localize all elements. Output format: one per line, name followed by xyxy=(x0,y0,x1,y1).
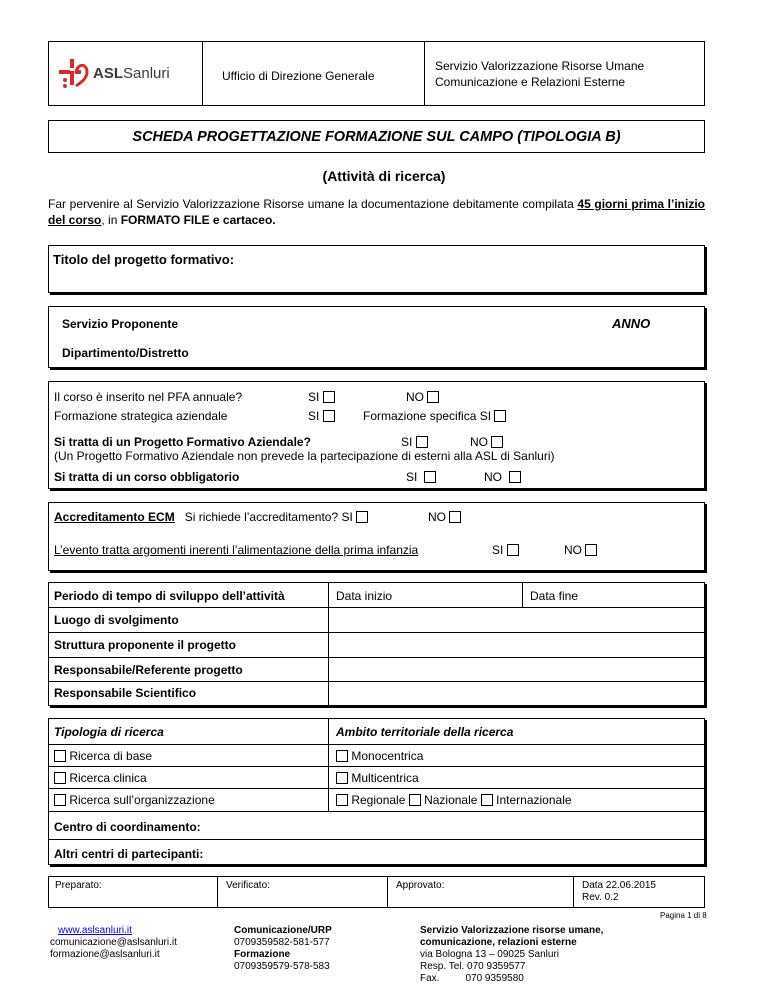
ricerca-org-label: Ricerca sull’organizzazione xyxy=(69,793,215,807)
dipartimento-label: Dipartimento/Distretto xyxy=(62,346,189,360)
approval-table xyxy=(48,876,705,908)
pfa-no-label: NO xyxy=(406,390,424,404)
email-comunicazione: comunicazione@aslsanluri.it xyxy=(50,937,177,948)
asl-logo-icon xyxy=(59,59,89,91)
infanzia-no-label: NO xyxy=(564,543,582,557)
obbligatorio-question: Si tratta di un corso obbligatorio xyxy=(54,470,240,484)
ecm-no-label: NO xyxy=(428,510,446,524)
obbligatorio-si-label: SI xyxy=(406,470,418,484)
tipologia-header: Tipologia di ricerca xyxy=(54,725,164,739)
obbligatorio-si-checkbox[interactable] xyxy=(424,471,436,483)
infanzia-si-label: SI xyxy=(492,543,504,557)
ricerca-org-checkbox[interactable] xyxy=(54,794,66,806)
intro-text: Far pervenire al Servizio Valorizzazione Risorse umane la documentazione debitamente compilata 45 giorni prima l’inizio del corso, in FORMATO FILE e cartaceo. xyxy=(48,197,706,227)
titolo-label: Titolo del progetto formativo: xyxy=(53,252,235,267)
verificato-label: Verificato: xyxy=(226,880,270,891)
periodo-label: Periodo di tempo di sviluppo dell’attività xyxy=(54,589,285,603)
nazionale-checkbox[interactable] xyxy=(409,794,421,806)
infanzia-question: L’evento tratta argomenti inerenti l’alimentazione della prima infanzia xyxy=(54,543,419,557)
aziendale-no-label: NO xyxy=(470,435,488,449)
footer-urp: Comunicazione/URP 0709359582-581-577 Formazione 0709359579-578-583 xyxy=(234,925,332,972)
obbligatorio-no-label: NO xyxy=(484,470,502,484)
pfa-question: Il corso è inserito nel PFA annuale? xyxy=(54,390,243,404)
infanzia-no-checkbox[interactable] xyxy=(585,544,597,556)
aziendale-no-checkbox[interactable] xyxy=(491,436,503,448)
preparato-label: Preparato: xyxy=(55,880,102,891)
pfa-si-checkbox[interactable] xyxy=(323,391,335,403)
multicentrica-label: Multicentrica xyxy=(351,771,419,785)
specifica-si-checkbox[interactable] xyxy=(494,410,506,422)
logo-text-asl: ASL xyxy=(93,65,123,82)
aziendale-si-label: SI xyxy=(401,435,413,449)
footer-address: Servizio Valorizzazione risorse umane, comunicazione, relazioni esterne via Bologna 13 – 09025 Sanluri Resp. Tel. 070 9359577 Fax. 070 9359580 xyxy=(420,925,604,984)
centro-label: Centro di coordinamento: xyxy=(54,820,201,834)
pfa-box xyxy=(48,381,705,489)
anno-label: ANNO xyxy=(612,316,651,331)
strategica-si-label: SI xyxy=(308,409,320,423)
internazionale-checkbox[interactable] xyxy=(481,794,493,806)
monocentrica-checkbox[interactable] xyxy=(336,750,348,762)
approvato-label: Approvato: xyxy=(396,880,445,891)
asl-logo xyxy=(59,59,199,91)
aziendale-si-checkbox[interactable] xyxy=(416,436,428,448)
strategica-label: Formazione strategica aziendale xyxy=(54,409,228,423)
ecm-question: Si richiede l’accreditamento? SI xyxy=(184,510,353,524)
nazionale-label: Nazionale xyxy=(424,793,478,807)
ricerca-clinica-checkbox[interactable] xyxy=(54,772,66,784)
multicentrica-checkbox[interactable] xyxy=(336,772,348,784)
servizio-box xyxy=(48,306,705,368)
aziendale-note: (Un Progetto Formativo Aziendale non prevede la partecipazione di esterni alla ASL di Sanluri) xyxy=(54,449,555,463)
pfa-aziendale-question: Si tratta di un Progetto Formativo Aziendale? xyxy=(54,435,311,449)
monocentrica-label: Monocentrica xyxy=(351,749,424,763)
responsabile-label: Responsabile/Referente progetto xyxy=(54,663,243,677)
page-subtitle: (Attività di ricerca) xyxy=(322,168,446,184)
page-title: SCHEDA PROGETTAZIONE FORMAZIONE SUL CAMPO (TIPOLOGIA B) xyxy=(132,129,621,145)
ricerca-clinica-label: Ricerca clinica xyxy=(69,771,147,785)
header-table xyxy=(48,41,705,106)
ecm-no-checkbox[interactable] xyxy=(449,511,461,523)
specifica-label: Formazione specifica SI xyxy=(363,409,492,423)
ricerca-table xyxy=(48,718,705,865)
luogo-label: Luogo di svolgimento xyxy=(54,613,179,627)
infanzia-si-checkbox[interactable] xyxy=(507,544,519,556)
obbligatorio-no-checkbox[interactable] xyxy=(509,471,521,483)
altri-label: Altri centri di partecipanti: xyxy=(54,847,204,861)
regionale-label: Regionale xyxy=(351,793,406,807)
footer-contacts xyxy=(50,925,177,961)
regionale-checkbox[interactable] xyxy=(336,794,348,806)
ambito-header: Ambito territoriale della ricerca xyxy=(336,725,514,739)
page-number: Pagina 1 di 8 xyxy=(660,911,707,920)
data-inizio-field[interactable]: Data inizio xyxy=(336,589,393,603)
ecm-label: Accreditamento ECM xyxy=(54,510,175,524)
internazionale-label: Internazionale xyxy=(496,793,572,807)
data-fine-field[interactable]: Data fine xyxy=(530,589,579,603)
titolo-field[interactable] xyxy=(48,245,705,293)
website-link[interactable]: www.aslsanluri.it xyxy=(58,925,132,936)
header-service: Servizio Valorizzazione Risorse Umane Comunicazione e Relazioni Esterne xyxy=(435,59,645,89)
title-box xyxy=(48,120,705,153)
ricerca-base-checkbox[interactable] xyxy=(54,750,66,762)
scientifico-label: Responsabile Scientifico xyxy=(54,686,197,700)
header-office: Ufficio di Direzione Generale xyxy=(222,69,375,83)
periodo-table xyxy=(48,582,705,706)
ecm-si-checkbox[interactable] xyxy=(356,511,368,523)
ricerca-base-label: Ricerca di base xyxy=(69,749,153,763)
ecm-box xyxy=(48,502,705,571)
pfa-no-checkbox[interactable] xyxy=(427,391,439,403)
strategica-si-checkbox[interactable] xyxy=(323,410,335,422)
servizio-label: Servizio Proponente xyxy=(62,317,179,331)
struttura-label: Struttura proponente il progetto xyxy=(54,638,236,652)
logo-text-sanluri: Sanluri xyxy=(123,65,170,82)
pfa-si-label: SI xyxy=(308,390,320,404)
doc-date: Data 22.06.2015 Rev. 0.2 xyxy=(582,880,656,903)
email-formazione: formazione@aslsanluri.it xyxy=(50,949,160,960)
